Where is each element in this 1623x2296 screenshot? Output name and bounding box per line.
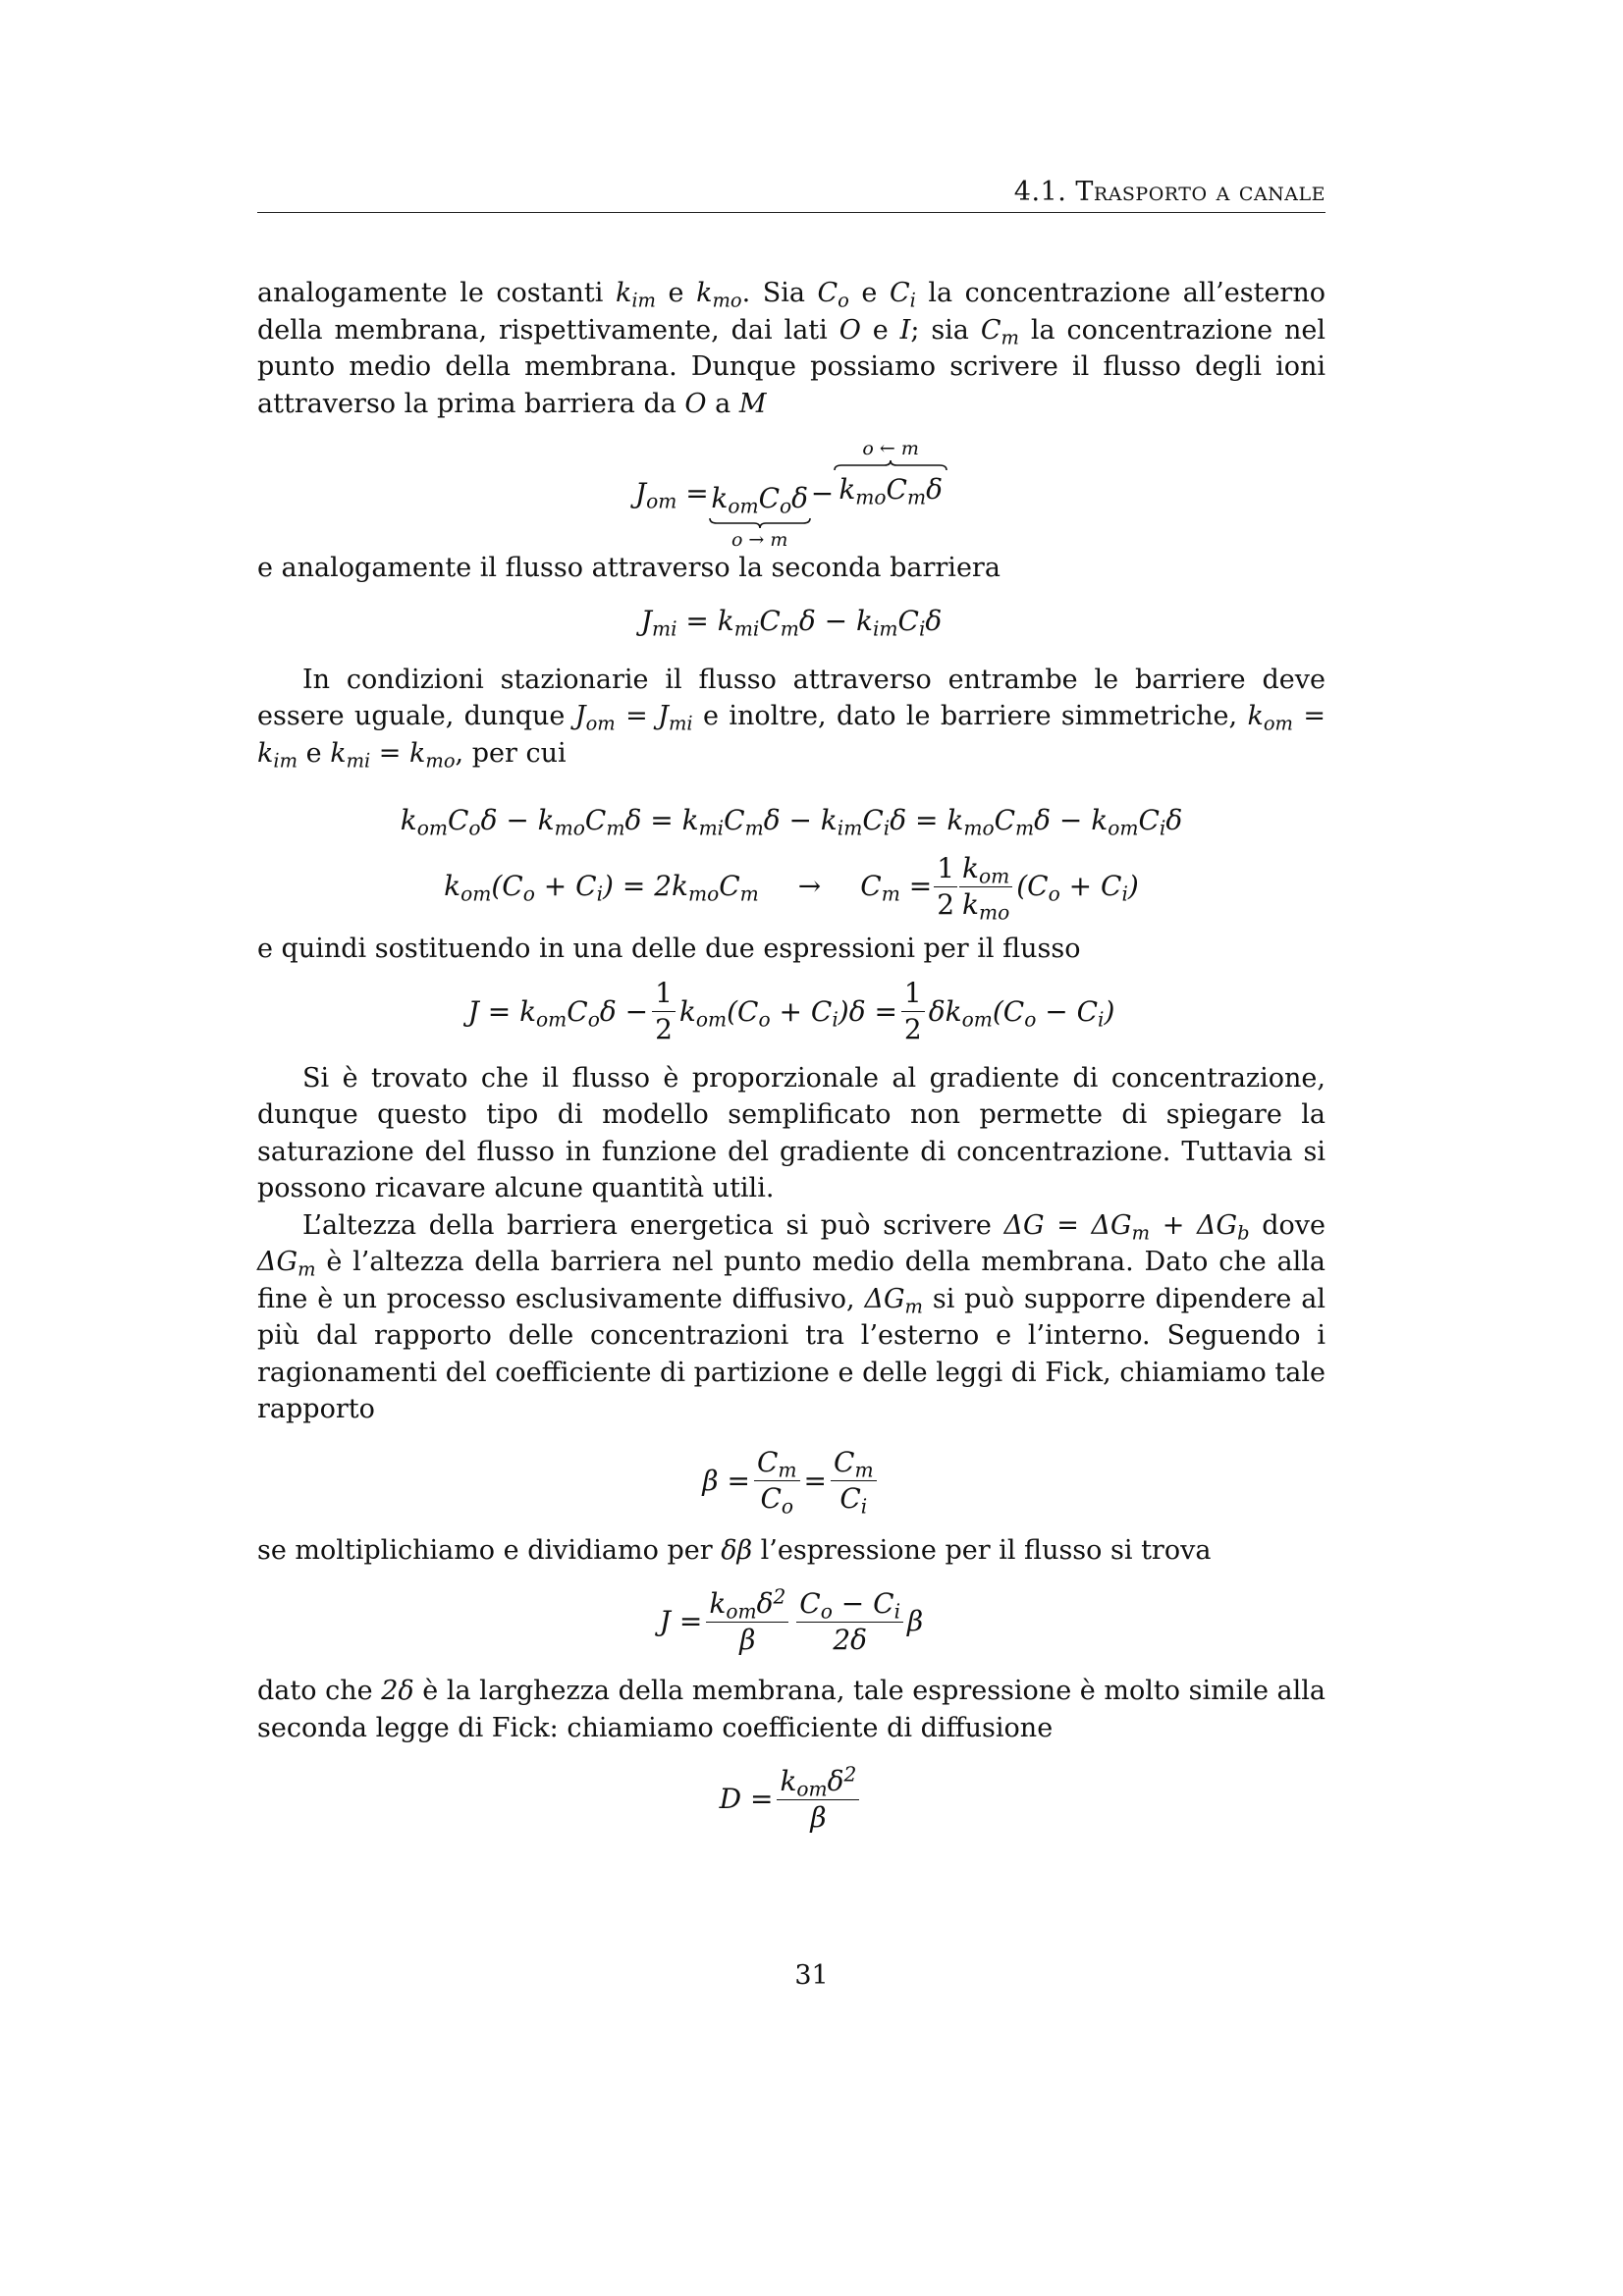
paragraph-8: dato che 2δ è la larghezza della membrana, tale espressione è molto simile alla seconda legge di Fick: chiamiamo coefficiente di diffusione [257,1676,1326,1743]
equation-flux-total: $J = k_{om}C_o\delta$ − $\frac{1}{2}$ $k_{om}(C_o + C_i)\delta$ = $\frac{1}{2}$ $\delta k_{om}(C_o - C_i)$ [467,977,1115,1045]
body-text [257,275,1325,1848]
equation-diffusion-coefficient: D = $\frac{k_{om}\delta^2}{\beta}$ [257,1750,1325,1848]
equation-flux-mi: $J_{mi} = k_{mi}C_m\delta - k_{im}C_i\delta$ [640,604,943,641]
paragraph-7: se moltiplichiamo e dividiamo per δβ l’espressione per il flusso si trova [257,1534,1212,1566]
overbrace-label: o ← m [862,438,919,460]
fraction-k-ratio: $\frac{k_{om}}{k_{mo}}$ [959,853,1012,921]
equation-flux-beta: J = $\frac{k_{om}\delta^2}{\beta}$ $\frac{C_o - C_i}{2\delta}$ β [659,1583,924,1656]
paragraph-4: e quindi sostituendo in una delle due espressioni per il flusso [257,934,1081,964]
fraction-gradient: $\frac{C_o - C_i}{2\delta}$ [796,1588,903,1656]
paragraph-5: Si è trovato che il flusso è proporzionale al gradiente di concentrazione, dunque questo tipo di modello semplificato non permette di spiegare la saturazione del flusso in funzione del gradiente di concentrazione. Tuttavia si possono ricavare alcune quantità utili. [257,1062,1325,1203]
overbrace-icon [834,459,947,471]
fraction-half: $\frac{1}{2}$ [934,853,957,921]
underbrace-group: $k_{om}C_o\delta$ o → m [709,480,811,551]
underbrace-icon [709,517,811,529]
overbrace-group: o ← m $k_{mo}C_m\delta$ [834,438,947,508]
fraction-cm-ci: $\frac{C_m}{C_i}$ [831,1447,877,1515]
fraction-half-2: $\frac{1}{2}$ [901,978,925,1045]
implies-arrow: → [797,870,822,903]
fraction-kom-delta: $\frac{k_{om}\delta^2}{\beta}$ [706,1588,788,1656]
fraction-cm-co: $\frac{C_m}{C_o}$ [754,1447,800,1515]
equation-beta: β = $\frac{C_m}{C_o}$ = $\frac{C_m}{C_i}$ [257,1432,1325,1530]
fraction-half-1: $\frac{1}{2}$ [652,978,676,1045]
underbrace-label: o → m [730,528,788,551]
equation-cm: $k_{om}(C_o + C_i) = 2k_{mo}C_m$ → $C_m$ = $\frac{1}{2}$ $\frac{k_{om}}{k_{mo}}$ $(C_o + C_i)$ [444,851,1139,925]
equation-flux-om: $J_{om}$ = $k_{om}C_o\delta$ o → m − o ← m $k_{mo}C_m\delta$ [257,432,1325,548]
paragraph-2: e analogamente il flusso attraverso la seconda barriera [257,553,1001,583]
fraction-d: $\frac{k_{om}\delta^2}{\beta}$ [777,1766,859,1834]
paragraph-1: analogamente le costanti $k_{im}$ e $k_{mo}$. Sia $C_o$ e $C_i$ la concentrazione all’esterno della membrana, rispettivamente, dai lati O e I; sia $C_m$ la concentrazione nel punto medio della membrana. Dunque possiamo scrivere il flusso degli ioni attraverso la prima barriera da O a M [257,278,1325,419]
paragraph-6: L’altezza della barriera energetica si può scrivere $\Delta G = \Delta G_m + \Delta G_b$ dove $\Delta G_m$ è l’altezza della barriera nel punto medio della membrana. Dato che alla fine è un processo esclusivamente diffusivo, $\Delta G_m$ si può supporre dipendere al più dal rapporto delle concentrazioni tra l’esterno e l’interno. Seguendo i ragionamenti del coefficiente di partizione e delle leggi di Fick, chiamiamo tale rapporto [257,1209,1325,1424]
section-title: 4.1. Trasporto a canale [1013,177,1325,207]
equation-steady-state: $k_{om}C_o\delta - k_{mo}C_m\delta = k_{mi}C_m\delta - k_{im}C_i\delta = k_{mo}C_m\delta - k_{om}C_i\delta$ [400,804,1183,840]
page-number: 31 [794,1960,829,1991]
paragraph-3: In condizioni stazionarie il flusso attraverso entrambe le barriere deve essere uguale, dunque $J_{om} = J_{mi}$ e inoltre, dato le barriere simmetriche, $k_{om} = k_{im}$ e $k_{mi} = k_{mo}$, per cui [257,664,1325,772]
running-header [257,173,1325,213]
